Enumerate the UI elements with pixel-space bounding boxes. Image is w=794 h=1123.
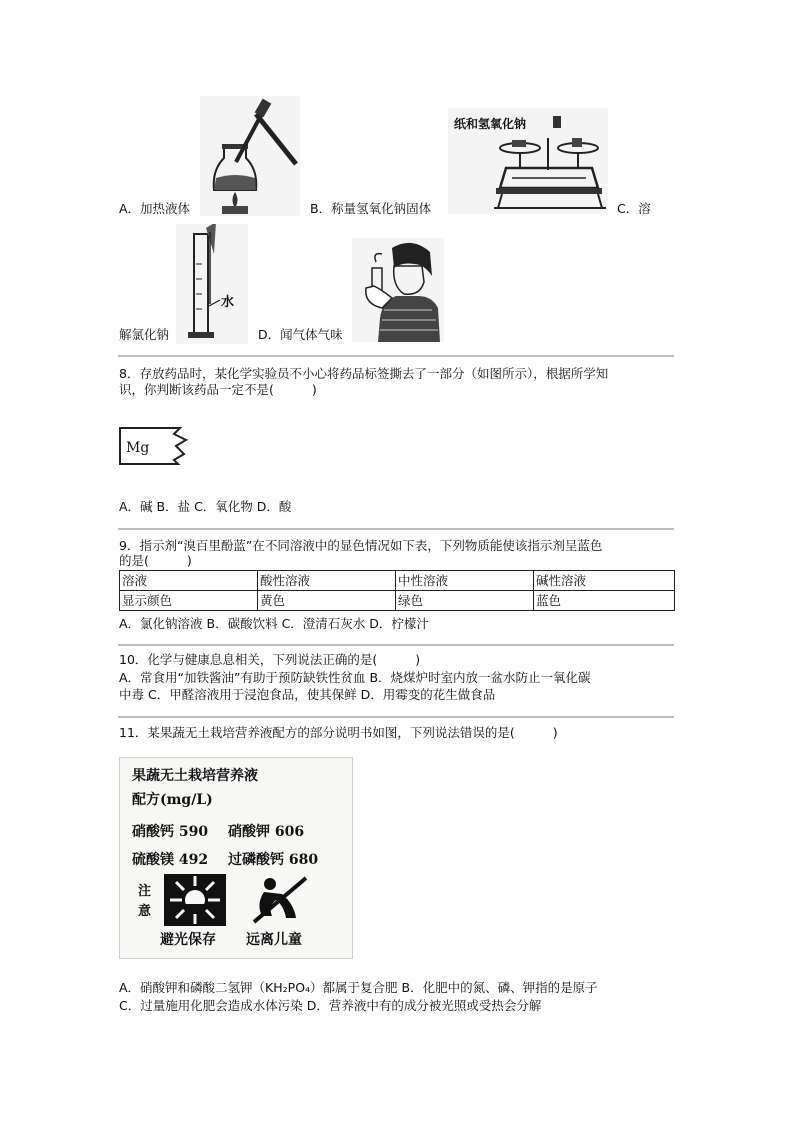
card-item: 硫酸镁 492 bbox=[132, 852, 209, 868]
card-item: 过磷酸钙 680 bbox=[228, 852, 319, 868]
balance-label: 纸和氢氧化钠 bbox=[454, 117, 527, 131]
q10-options-line2: 中毒 C．甲醛溶液用于浸泡食品，使其保鲜 D．用霉变的花生做食品 bbox=[119, 687, 496, 702]
card-note: 注 bbox=[138, 884, 152, 899]
card-item: 硝酸钾 606 bbox=[228, 824, 305, 840]
table-row bbox=[120, 591, 675, 611]
torn-label-figure bbox=[118, 424, 190, 468]
table-cell: 显示颜色 bbox=[120, 591, 258, 611]
table-cell: 碱性溶液 bbox=[534, 571, 675, 591]
table-cell: 黄色 bbox=[258, 591, 396, 611]
keep-away-children-icon bbox=[248, 874, 310, 926]
card-caption: 远离儿童 bbox=[246, 932, 302, 948]
measuring-cylinder-figure bbox=[176, 224, 248, 344]
table-cell: 酸性溶液 bbox=[258, 571, 396, 591]
q8-stem-line1: 8．存放药品时，某化学实验员不小心将药品标签撕去了一部分（如图所示），根据所学知 bbox=[119, 366, 609, 381]
table-cell: 溶液 bbox=[120, 571, 258, 591]
nutrient-solution-card bbox=[119, 757, 353, 959]
card-caption: 避光保存 bbox=[160, 932, 216, 948]
smelling-gas-figure bbox=[352, 238, 444, 342]
divider bbox=[118, 355, 674, 357]
card-title: 果蔬无土栽培营养液 bbox=[132, 768, 258, 784]
q8-stem-line2: 识，你判断该药品一定不是( ) bbox=[119, 382, 317, 397]
q8-options: A．碱 B．盐 C．氧化物 D．酸 bbox=[119, 499, 292, 514]
q11-stem: 11．某果蔬无土栽培营养液配方的部分说明书如图，下列说法错误的是( ) bbox=[119, 725, 558, 740]
card-item: 硝酸钙 590 bbox=[132, 824, 209, 840]
q9-stem-line1: 9．指示剂“溴百里酚蓝”在不同溶液中的显色情况如下表，下列物质能使该指示剂呈蓝色 bbox=[119, 538, 603, 553]
heating-liquid-figure bbox=[200, 96, 300, 216]
q7-option-c-start: C．溶 bbox=[617, 201, 651, 216]
table-row bbox=[120, 571, 675, 591]
q9-options: A．氯化钠溶液 B．碳酸饮料 C．澄清石灰水 D．柠檬汁 bbox=[119, 616, 429, 631]
table-cell: 绿色 bbox=[396, 591, 534, 611]
q7-option-b: B．称量氢氧化钠固体 bbox=[310, 201, 432, 216]
table-cell: 中性溶液 bbox=[396, 571, 534, 591]
q11-options-line1: A．硝酸钾和磷酸二氢钾（KH₂PO₄）都属于复合肥 B．化肥中的氮、磷、钾指的是原子 bbox=[119, 980, 598, 995]
divider bbox=[118, 716, 674, 718]
q9-stem-line2: 的是( ) bbox=[119, 553, 192, 568]
balance-figure bbox=[448, 108, 608, 214]
q7-option-c-end: 解氯化钠 bbox=[119, 327, 170, 342]
indicator-color-table bbox=[119, 570, 675, 611]
card-note: 意 bbox=[138, 904, 152, 919]
card-subtitle: 配方(mg/L) bbox=[132, 792, 213, 808]
q10-stem: 10．化学与健康息息相关，下列说法正确的是( ) bbox=[119, 652, 421, 667]
torn-label-text: Mg bbox=[126, 440, 150, 456]
q7-option-a: A．加热液体 bbox=[119, 201, 191, 216]
divider bbox=[118, 644, 674, 646]
q10-options-line1: A．常食用“加铁酱油”有助于预防缺铁性贫血 B．烧煤炉时室内放一盆水防止一氧化碳 bbox=[119, 670, 591, 685]
cylinder-label: 水 bbox=[221, 295, 235, 310]
table-cell: 蓝色 bbox=[534, 591, 675, 611]
q11-options-line2: C．过量施用化肥会造成水体污染 D．营养液中有的成分被光照或受热会分解 bbox=[119, 998, 542, 1013]
divider bbox=[118, 528, 674, 530]
sun-shield-icon bbox=[164, 874, 226, 926]
q7-option-d: D．闻气体气味 bbox=[258, 327, 343, 342]
